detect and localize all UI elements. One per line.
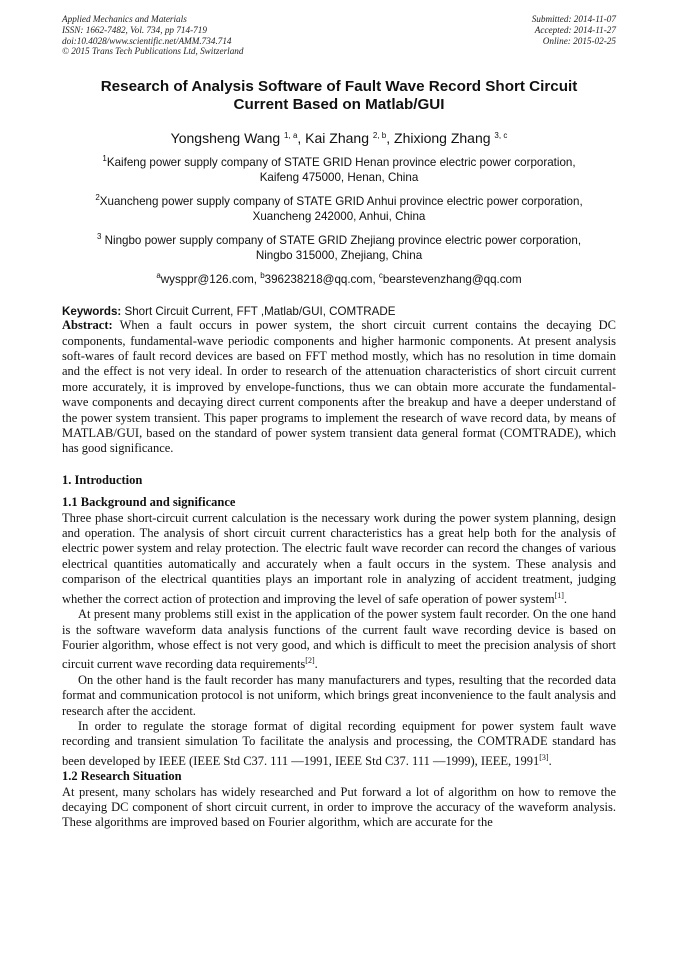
journal-copyright: © 2015 Trans Tech Publications Ltd, Switzerland bbox=[62, 46, 244, 57]
paper-title bbox=[62, 78, 616, 114]
title-line-1: Research of Analysis Software of Fault Wave Record Short Circuit bbox=[100, 78, 578, 96]
journal-info bbox=[62, 14, 243, 57]
accepted-date: Accepted: 2014-11-27 bbox=[534, 24, 616, 35]
author-emails bbox=[62, 271, 616, 286]
affiliation-line: Xuancheng power supply company of STATE GRID Anhui province electric power corporation, bbox=[99, 195, 583, 209]
affiliation-superscript: 3 bbox=[96, 232, 102, 242]
affiliation-superscript: 2 bbox=[95, 193, 100, 203]
section-heading: 1. Introduction bbox=[62, 472, 143, 487]
author-name: Yongsheng Wang bbox=[170, 130, 281, 147]
online-date: Online: 2015-02-25 bbox=[542, 35, 616, 46]
subsection-heading: 1.1 Background and significance bbox=[62, 495, 236, 510]
affiliation-superscript: 1 bbox=[102, 154, 107, 164]
affiliation-line: Ningbo power supply company of STATE GRID Zhejiang province electric power corporation, bbox=[101, 234, 582, 248]
keywords-label: Keywords: bbox=[62, 305, 122, 319]
paragraph-text: In order to regulate the storage format of digital recording equipment for power system fault wave recording and transient simulation To facilitate the analysis and processing, the COMTRADE standard has been developed by IEEE (IEEE Std C37. 111 —1991, IEEE Std C37. 111 —1999), IEEE, 1991 bbox=[62, 718, 616, 768]
submission-dates bbox=[532, 14, 616, 57]
subsection-heading: 1.2 Research Situation bbox=[62, 769, 182, 784]
abstract-label: Abstract: bbox=[62, 318, 113, 333]
affiliation-line: Xuancheng 242000, Anhui, China bbox=[252, 210, 426, 224]
journal-name: Applied Mechanics and Materials bbox=[62, 14, 187, 24]
author-superscript: 1, a bbox=[284, 131, 298, 141]
title-line-2: Current Based on Matlab/GUI bbox=[233, 96, 445, 114]
paper-page bbox=[62, 14, 616, 831]
email-address: wysppr@126.com, bbox=[160, 273, 261, 287]
affiliation bbox=[62, 190, 616, 224]
affiliation bbox=[62, 151, 616, 185]
author-name: Zhixiong Zhang bbox=[394, 130, 491, 147]
journal-issn: ISSN: 1662-7482, Vol. 734, pp 714-719 bbox=[62, 24, 207, 35]
email-superscript: b bbox=[260, 271, 265, 281]
paragraph: On the other hand is the fault recorder has many manufacturers and types, resulting that the recorded data format and communication protocol is not uniform, which brings great inconvenience to the fault analysis and research after the accident. bbox=[62, 672, 616, 718]
paragraph-text: Three phase short-circuit current calculation is the necessary work during the power system planning, design and operation. The analysis of short circuit current characteristics has a great help both for the analysis of electric power system and relay protection. The electric fault wave recorder can record the changes of various electrical quantities automatically and accurately when a fault occurs in the system. These analysis and comparison of the electrical quantities plays an important role in analyzing of accident treatment, judging whether the correct action of protection and improving the level of safe operation of power system bbox=[62, 510, 616, 606]
citation: [2] bbox=[305, 656, 315, 666]
email-superscript: a bbox=[156, 271, 161, 281]
submitted-date: Submitted: 2014-11-07 bbox=[531, 14, 616, 24]
author-name: Kai Zhang bbox=[305, 130, 369, 147]
email-address: 396238218@qq.com, bbox=[264, 273, 379, 287]
paragraph-end: . bbox=[563, 591, 567, 606]
paragraph-end: . bbox=[548, 753, 552, 768]
affiliation-line: Kaifeng 475000, Henan, China bbox=[259, 171, 419, 185]
paragraph bbox=[62, 511, 616, 607]
author-superscript: 2, b bbox=[372, 131, 387, 141]
paragraph-text: At present many problems still exist in the application of the power system fault recorder. On the one hand is the software waveform data analysis functions of the current fault wave recording device is based on Fourier algorithm, whose effect is not very good, and which is difficult to meet the precision analysis of short circuit current wave recording data requirements bbox=[62, 607, 616, 672]
journal-doi: doi:10.4028/www.scientific.net/AMM.734.714 bbox=[62, 35, 232, 46]
author-superscript: 3, c bbox=[494, 131, 508, 141]
journal-header bbox=[62, 14, 616, 57]
keywords bbox=[62, 305, 616, 318]
citation: [1] bbox=[554, 590, 564, 600]
author-list: Yongsheng Wang $^{1, a}$, Kai Zhang $^{2, b}$, Zhixiong Zhang $^{3, c}$ bbox=[170, 130, 508, 147]
abstract-text: When a fault occurs in power system, the short circuit current contains the decaying DC components, fundamental-wave periodic components and higher harmonic components. At present analysis soft-wares of fault record devices are based on FFT method mostly, which has no resolution in time domain and the effect is not very ideal. In order to research of the attenuation characteristics of short circuit current more accurately, it is improved by envelope-functions, thus we can obtain more accurate the fundamental-wave components and decaying direct current components after the breakup and have a deeper understand of the power system transient. This paper programs to implement the research of wave record data, by means of MATLAB/GUI, based on the standard of power system transient data general format (COMTRADE), which has good significance. bbox=[62, 318, 616, 456]
email-address: bearstevenzhang@qq.com bbox=[382, 273, 522, 287]
email-superscript: c bbox=[378, 271, 383, 281]
abstract bbox=[62, 318, 616, 457]
paragraph bbox=[62, 719, 616, 769]
affiliation bbox=[62, 229, 616, 263]
paragraph-end: . bbox=[314, 657, 318, 672]
affiliation-line: Ningbo 315000, Zhejiang, China bbox=[255, 249, 423, 263]
paragraph: At present, many scholars has widely researched and Put forward a lot of algorithm on how to remove the decaying DC component of short circuit current, in order to improve the accuracy of the waveform analysis. These algorithms are improved based on Fourier algorithm, which are accurate for the bbox=[62, 784, 616, 830]
citation: [3] bbox=[539, 752, 549, 762]
keywords-text: Short Circuit Current, FFT ,Matlab/GUI, COMTRADE bbox=[121, 305, 396, 319]
affiliation-line: Kaifeng power supply company of STATE GRID Henan province electric power corporation, bbox=[106, 156, 576, 170]
paragraph bbox=[62, 607, 616, 673]
